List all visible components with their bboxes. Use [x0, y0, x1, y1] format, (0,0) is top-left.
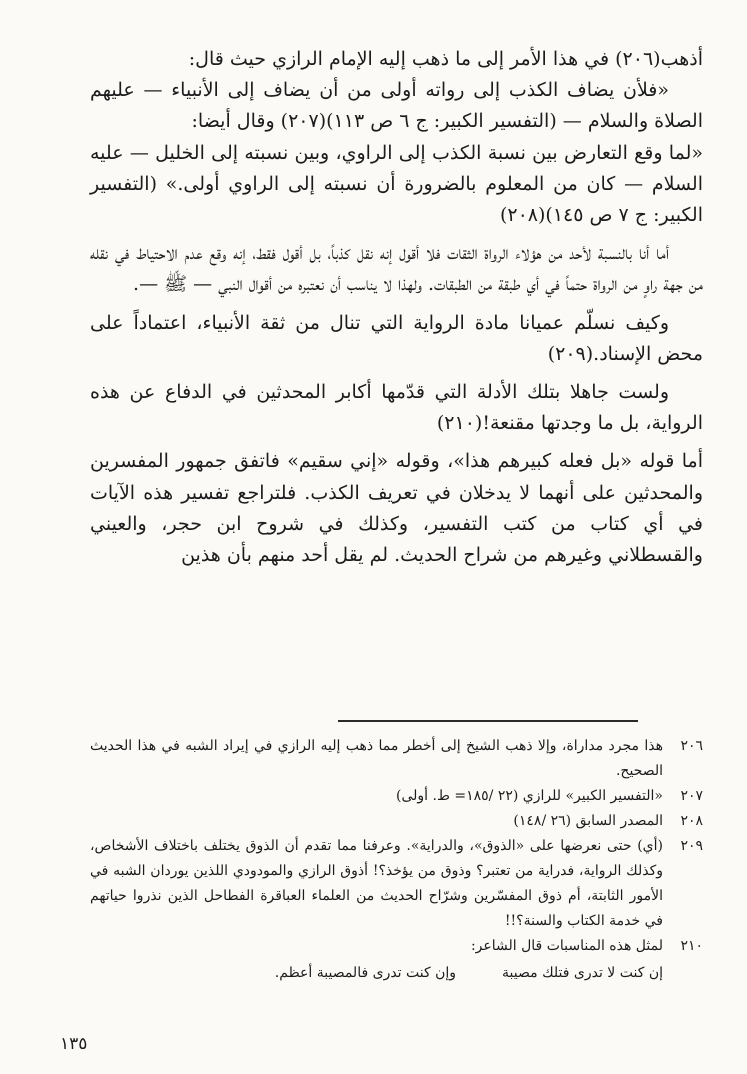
footnote-text: «التفسير الكبير» للرازي (٢٢ /١٨٥= ط. أولى)	[396, 788, 663, 804]
paragraph: أذهب(٢٠٦) في هذا الأمر إلى ما ذهب إليه الإمام الرازي حيث قال:	[188, 48, 703, 70]
footnote-text: المصدر السابق (٢٦ /١٤٨)	[513, 813, 663, 829]
paragraph: وكيف نسلّم عميانا مادة الرواية التي تنال من ثقة الأنبياء، اعتماداً على محض الإسناد.(٢٠٩)	[90, 311, 703, 365]
verse-hemistich: وإن كنت تدرى فالمصيبة أعظم.	[274, 965, 457, 981]
footnote-number: ٢٠٩	[680, 838, 703, 854]
verse-hemistich: إن كنت لا تدرى فتلك مصيبة	[502, 965, 663, 981]
footnote	[90, 834, 703, 934]
footnote-number: ٢٠٧	[680, 788, 703, 804]
footnote	[90, 734, 703, 784]
paragraph: أما أنا بالنسبة لأحد من هؤلاء الرواة الثقات فلا أقول إنه نقل كذباً، بل أقول فقط، إنه وقع عدم الاحتياط في نقله من جهة راوٍ من الرواة حتماً في أي طبقة من الطبقات. ولهذا لا يناسب أن نعتبره من أقوال النبي — ﷺ —.	[90, 242, 703, 296]
paragraph: «لما وقع التعارض بين نسبة الكذب إلى الراوي، وبين نسبته إلى الخليل — عليه السلام — كان من المعلوم بالضرورة أن نسبته إلى الراوي أولى.» (التفسير الكبير: ج ٧ ص ١٤٥)(٢٠٨)	[90, 141, 703, 227]
footnote	[90, 934, 703, 986]
footnote-intro: لمثل هذه المناسبات قال الشاعر:	[470, 938, 663, 954]
footnote-text	[90, 934, 663, 986]
paragraph: أما قوله «بل فعله كبيرهم هذا»، وقوله «إني سقيم» فاتفق جمهور المفسرين والمحدثين على أنهما لا يدخلان في تعريف الكذب. فلتراجع تفسير هذه الآيات في أي كتاب من كتب التفسير، وكذلك في شروح ابن حجر، والعيني والقسطلاني وغيرهم من شراح الحديث. لم يقل أحد منهم بأن هذين	[90, 450, 703, 567]
paragraph: «فلأن يضاف الكذب إلى رواته أولى من أن يضاف إلى الأنبياء — عليهم الصلاة والسلام — (التفسير الكبير: ج ٦ ص ١١٣)(٢٠٧) وقال أيضا:	[90, 79, 703, 133]
page-number: ١٣٥	[60, 1034, 88, 1054]
main-text	[90, 44, 703, 571]
footnote	[90, 809, 703, 834]
footnote-text: هذا مجرد مداراة، وإلا ذهب الشيخ إلى أخطر مما ذهب إليه الرازي في إيراد الشبه في هذا الحديث الصحيح.	[90, 738, 663, 779]
footnote-text: (أي) حتى نعرضها على «الذوق»، والدراية». وعرفنا مما تقدم أن الذوق يختلف باختلاف الأشخاص، وكذلك الرواية، فدراية من تعتبر؟ وذوق من يؤخذ؟! أذوق الرازي والمودودي اللذين يوردان الشبه في الأمور الثابتة، أم ذوق المفسّرين وشرّاح الحديث من العلماء العباقرة الفطاحل الذين نذروا حياتهم في خدمة الكتاب والسنة؟!!	[90, 838, 663, 929]
poem-verse	[90, 961, 663, 986]
footnote-number: ٢٠٦	[680, 738, 703, 754]
footnotes	[90, 734, 703, 986]
footnote	[90, 784, 703, 809]
footnote-separator	[338, 720, 638, 722]
footnote-number: ٢١٠	[680, 938, 703, 954]
footnote-number: ٢٠٨	[680, 813, 703, 829]
paragraph: ولست جاهلا بتلك الأدلة التي قدّمها أكابر المحدثين في الدفاع عن هذه الرواية، بل ما وجدتها مقنعة!(٢١٠)	[90, 381, 703, 435]
